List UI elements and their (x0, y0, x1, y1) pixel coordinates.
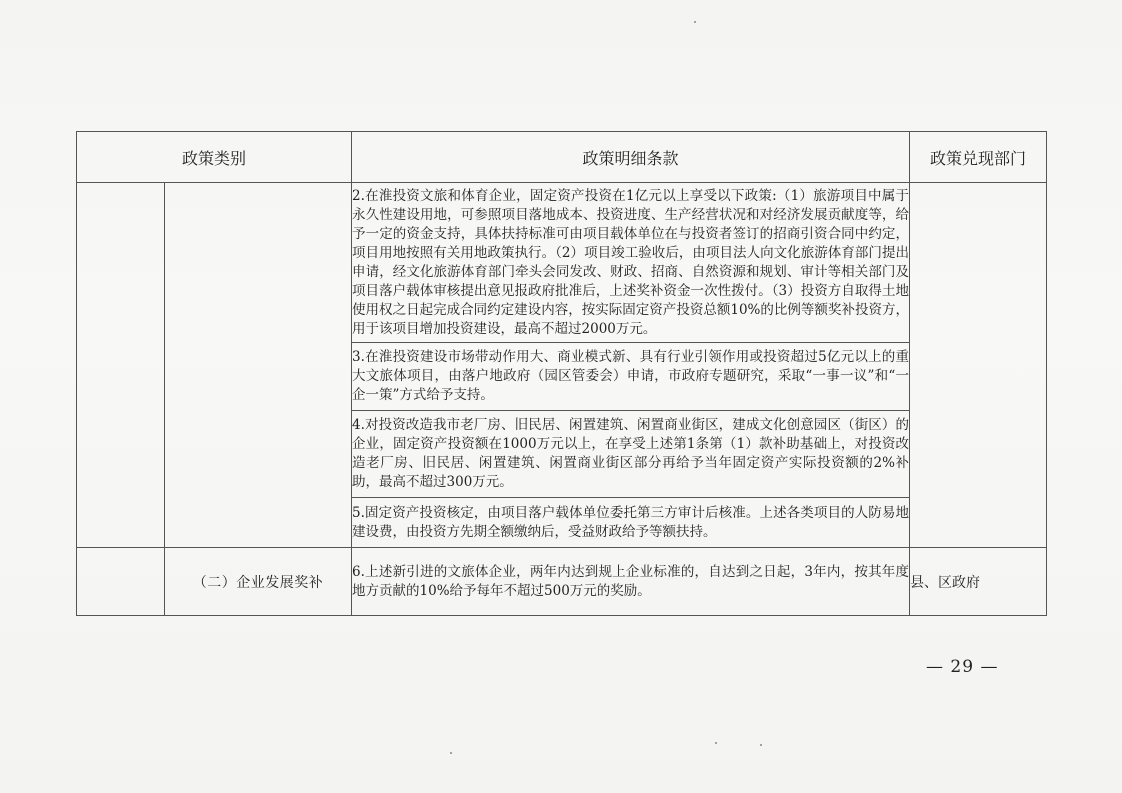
header-department: 政策兑现部门 (910, 132, 1047, 183)
scan-speck (715, 742, 717, 744)
clause-3: 3.在淮投资建设市场带动作用大、商业模式新、具有行业引领作用或投资超过5亿元以上的重大文旅体项目，由落户地政府（园区管委会）申请，市政府专题研究，采取“一事一议”和“一企一策”方式给予支持。 (352, 343, 910, 411)
page-number: — 29 — (926, 657, 999, 677)
clause-5: 5.固定资产投资核定，由项目落户载体单位委托第三方审计后核准。上述各类项目的人防易地建设费，由投资方先期全额缴纳后，受益财政给予等额扶持。 (352, 498, 910, 548)
table-row (77, 548, 1047, 616)
category-blank-cell (77, 183, 165, 548)
scan-speck (760, 744, 762, 746)
scan-speck (694, 21, 696, 23)
table-row (77, 183, 1047, 343)
table-header-row (77, 132, 1047, 183)
header-category: 政策类别 (77, 132, 352, 183)
clause-4: 4.对投资改造我市老厂房、旧民居、闲置建筑、闲置商业街区，建成文化创意园区（街区）的企业，固定资产投资额在1000万元以上，在享受上述第1条第（1）款补助基础上，对投资改造老厂房、旧民居、闲置建筑、闲置商业街区部分再给予当年固定资产实际投资额的2%补助，最高不超过300万元。 (352, 411, 910, 498)
header-details: 政策明细条款 (352, 132, 910, 183)
category-enterprise-development: （二）企业发展奖补 (165, 548, 352, 616)
policy-table (76, 131, 1047, 616)
department-county-district: 县、区政府 (910, 548, 1047, 616)
scan-speck (450, 752, 452, 754)
department-blank-cell (910, 183, 1047, 548)
clause-2: 2.在淮投资文旅和体育企业，固定资产投资在1亿元以上享受以下政策:（1）旅游项目中属于永久性建设用地，可参照项目落地成本、投资进度、生产经营状况和对经济发展贡献度等，给予一定的资金支持，具体扶持标准可由项目载体单位在与投资者签订的招商引资合同中约定，项目用地按照有关用地政策执行。（2）项目竣工验收后，由项目法人向文化旅游体育部门提出申请，经文化旅游体育部门牵头会同发改、财政、招商、自然资源和规划、审计等相关部门及项目落户载体审核提出意见报政府批准后，上述奖补资金一次性拨付。（3）投资方自取得土地使用权之日起完成合同约定建设内容，按实际固定资产投资总额10%的比例等额奖补投资方，用于该项目增加投资建设，最高不超过2000万元。 (352, 183, 910, 343)
clause-6: 6.上述新引进的文旅体企业，两年内达到规上企业标准的，自达到之日起，3年内，按其年度地方贡献的10%给予每年不超过500万元的奖励。 (352, 548, 910, 616)
subcategory-blank-cell (165, 183, 352, 548)
category-blank-cell (77, 548, 165, 616)
